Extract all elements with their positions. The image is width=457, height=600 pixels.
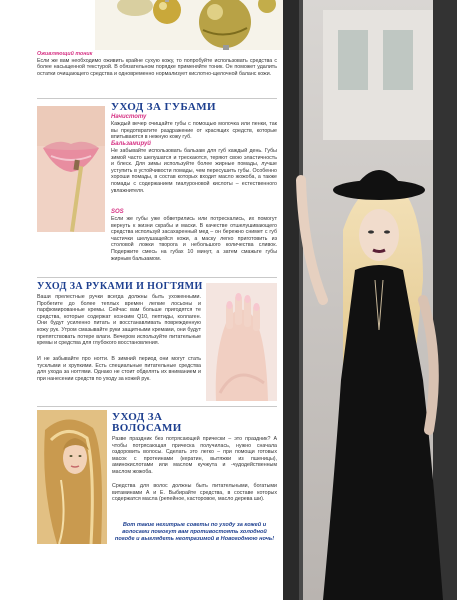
lips-p2: Не забывайте использовать бальзам для губ каждый день. Губы зимой часто шелушатся и трескаются, теряют свою эластичность и блеск. Для зимы используйте более жирные помады, лучше уступить в устойчивости помады, чем пересушить губы. Особенно хороши помады, в состав которых входит масло жожоба, а также помады с содержанием гиалуроновой кислоты – естественного увлажнителя. [111,148,277,194]
closing-note: Вот такие нехитрые советы по уходу за кожей и волосами помогут вам противостоять холодной погоде и выглядеть неотразимой в Новогоднюю ночь! [114,522,275,542]
hands-image [206,283,277,401]
hands-p2: И не забывайте про ногти. В зимний период они могут стать тусклыми и хрупкими. Есть специальные питательные средства для ухода за ногтями. Однако не стоит обделять их вниманием и при нанесении средств по уходу за кожей рук. [37,356,201,382]
hair-p1: Разве праздник без потрясающей прически – это праздник? А чтобы потрясающая прическа получилась, нужно сначала оздоровить волосы. Сделать это легко – при помощи готовых масок с протеинами (кератин, вытяжки из пшеницы), аминокислотами или маслом кучжута и -чудодейственным маслом жожоба. [112,436,277,475]
lips-image [37,106,105,232]
blonde-hair-image [37,410,107,544]
model-photo-image [283,0,457,600]
divider [37,406,277,407]
hair-heading-line1: УХОД ЗА [112,411,163,423]
hair-p2: Средства для волос должны быть питательными, богатыми витаминами А и Е. Выбирайте средства, в составе которых содержатся масла (репейное, касторовое, масло дерева ши). [112,483,277,503]
lips-sub-balm: Бальзамируй [111,141,151,147]
divider [37,98,277,99]
lips-sub-clean: Начистоту [111,114,147,120]
lips-p3 [37,216,277,262]
hands-p1: Ваши прелестные ручки всегда должны быть ухоженными. Пробегите до более теплых времен легкие лосьоны и парфюмированные кремы. Сейчас вам больше пригодятся те средства, которые содержат коэнзим Q10, пептиды, коллаген. Они будут усиленно питать и восстанавливать поврежденную кожу рук. Утром смазывайте руки защитными кремами, они будут препятствовать потере влаги. Вечером используйте питательные кремы и средства для глубокого восстановления. [37,294,201,347]
lips-heading: УХОД ЗА ГУБАМИ [111,101,216,113]
hands-heading: УХОД ЗА РУКАМИ И НОГТЯМИ [37,281,203,292]
intro-block [37,51,277,77]
lips-p3-text: Если же губы уже обветрились или потрескались, их помогут вернуть к жизни скрабы и маски. В качестве отшелушивающего средства используй засахаренный мед – он бережно снимет с губ частички шелушащейся кожи, а маску легко приготовить из столовой ложки творога и небольшого количества сливок. Подержите смесь на губах 10 минут, а затем смажьте губы жирным бальзамом. [111,216,277,262]
intro-body: Если же вам необходимо оживить крайне сухую кожу, то попробуйте использовать средства с более насыщенной текстурой. В обязательном порядке применяйте тоник. Он поможет удалить остатки очищающего средства и одновременно нормализует кислотно-щелочной баланс кожи. [37,57,277,77]
ornament-ball-image [95,0,285,50]
divider [37,277,277,278]
lips-sub-sos: SOS [111,209,124,215]
hair-heading-line2: ВОЛОСАМИ [112,422,182,434]
intro-title: Оживляющий тоник [37,51,93,57]
lips-p1: Каждый вечер очищайте губы с помощью молочка или пенки, так вы предотвратите раздражение от красящих средств, которые впитываются в нежную кожу губ. [111,121,277,141]
